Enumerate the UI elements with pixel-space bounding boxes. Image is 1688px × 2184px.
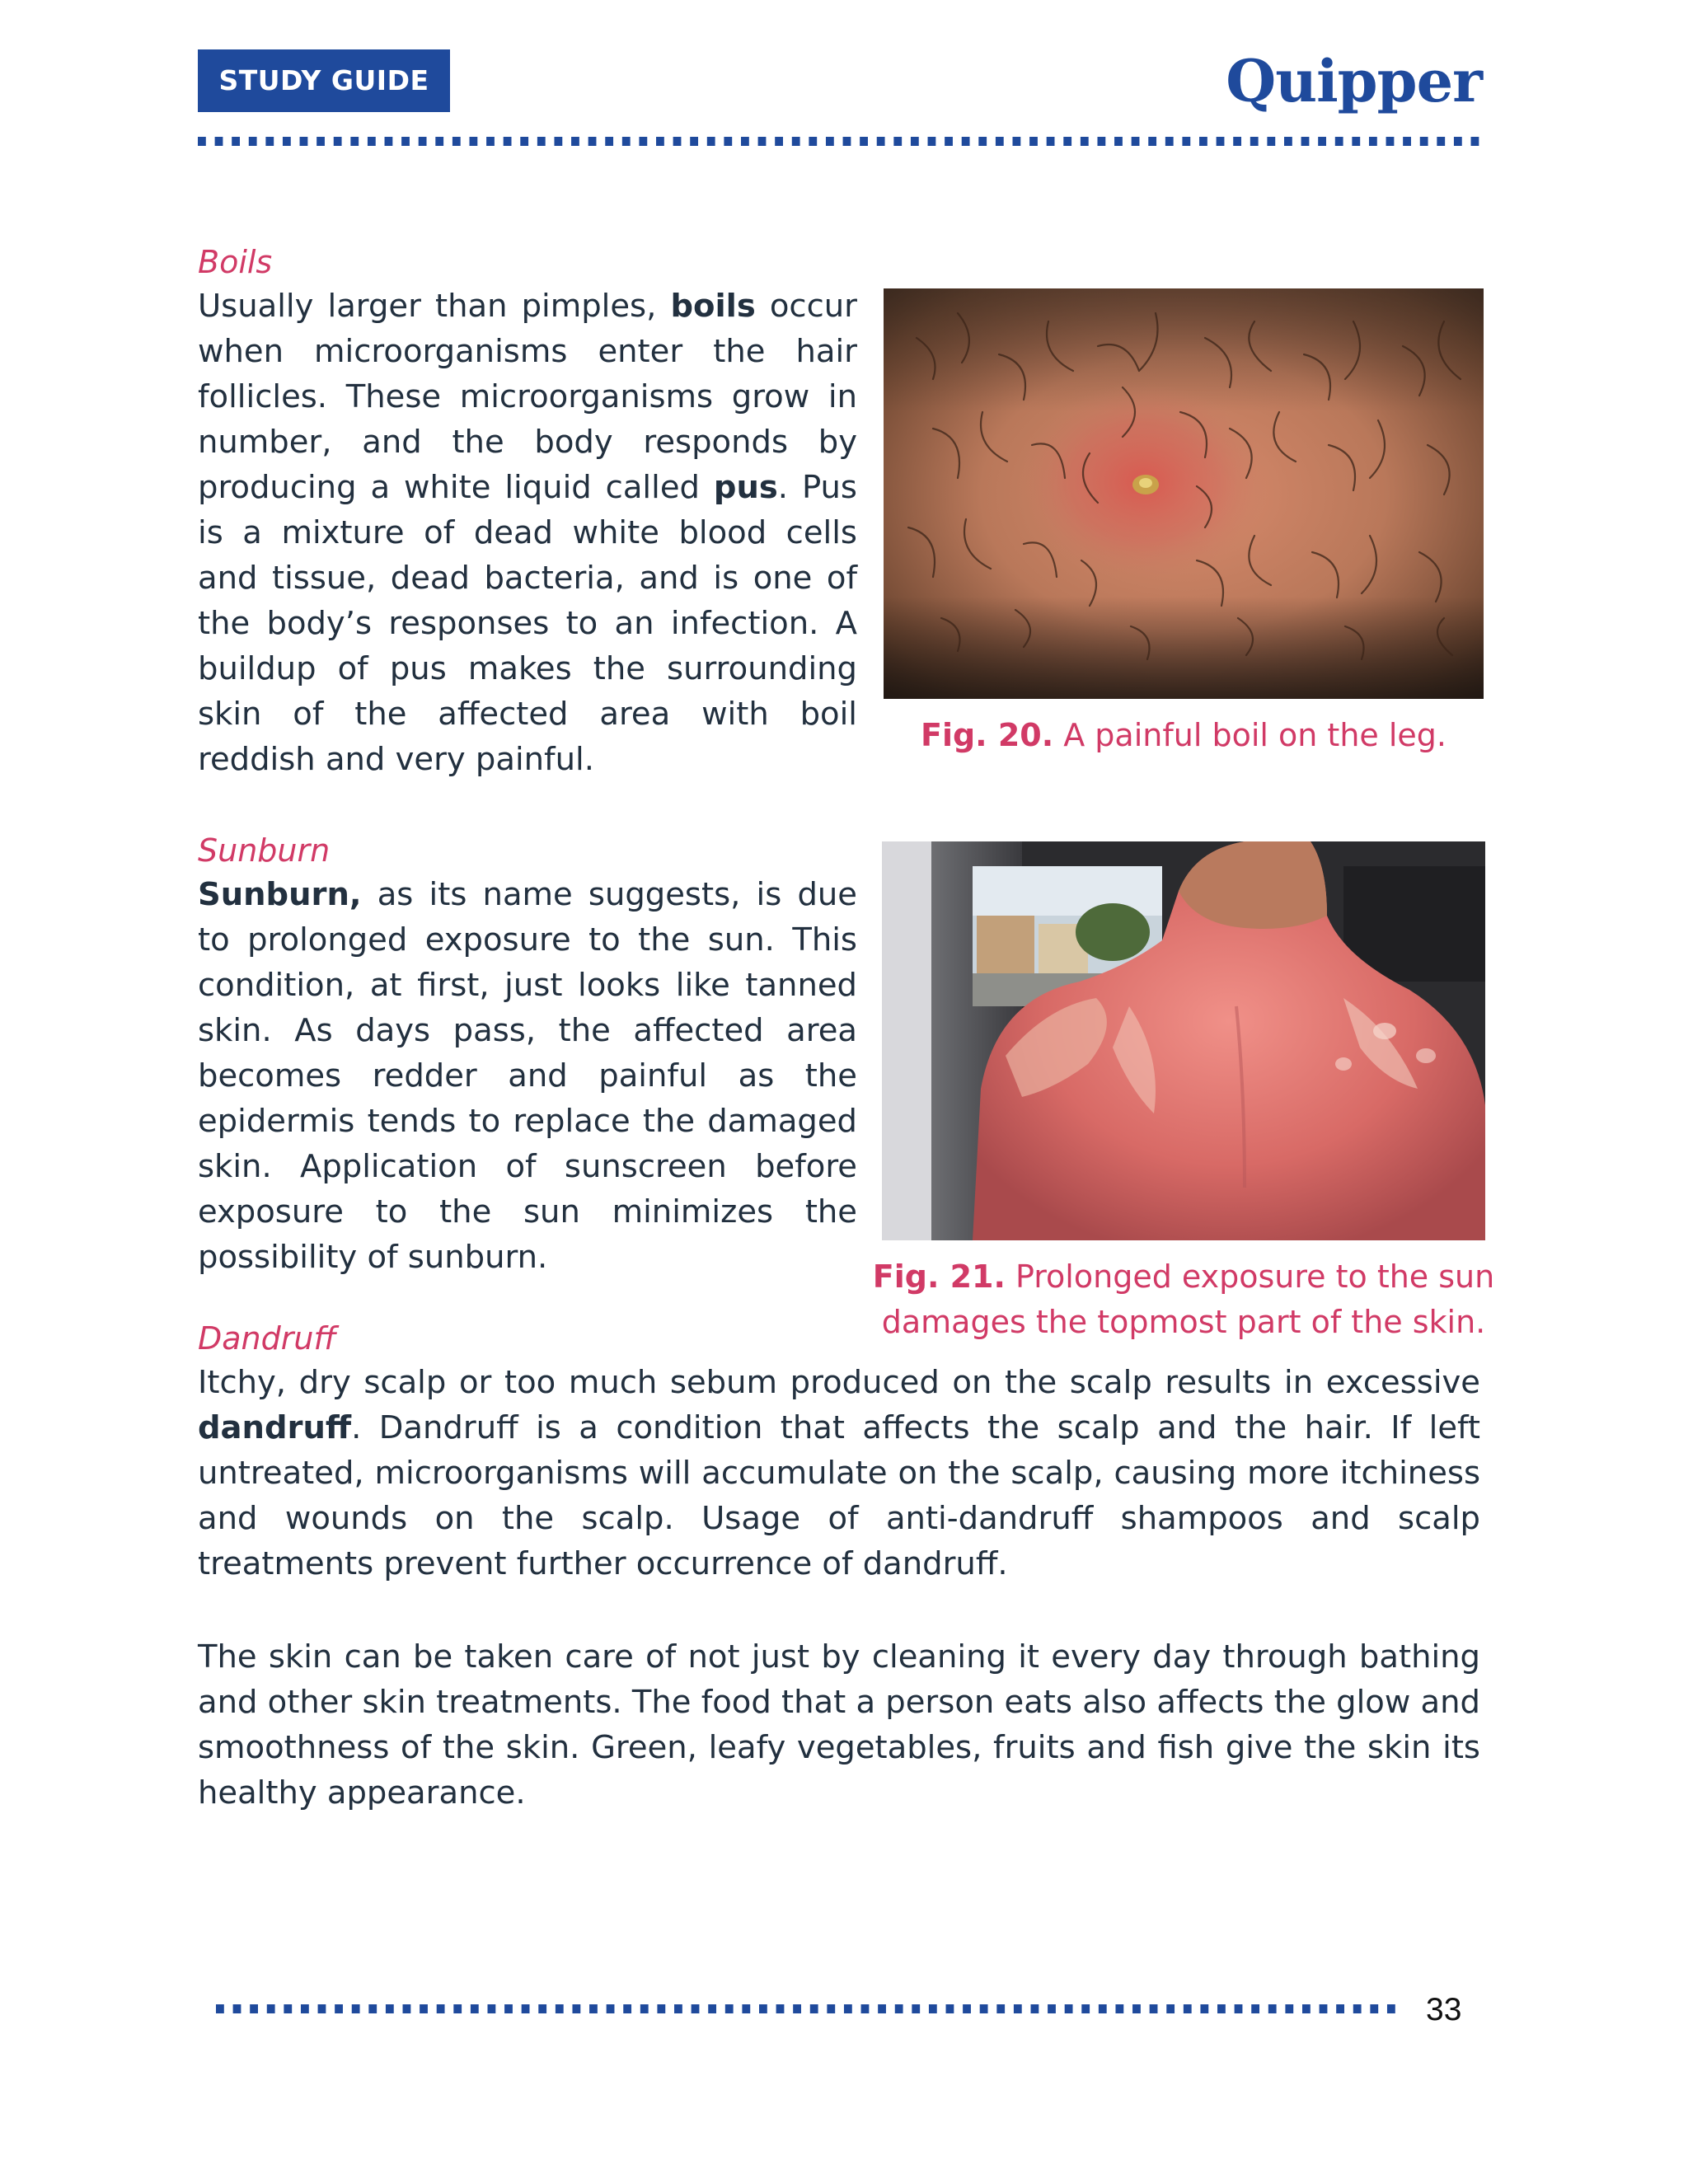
dandruff-section [198,1317,1480,1586]
header-dotted-divider [198,137,1480,146]
page-number: 33 [1426,1992,1462,2027]
dandruff-paragraph: Itchy, dry scalp or too much sebum produced on the scalp results in excessive dandruff. Dandruff is a condition that affects the scalp and the hair. If left untreated, microorganisms will accumulate on the scalp, causing more itchiness and wounds on the scalp. Usage of anti-dandruff shampoos and scalp treatments prevent further occurrence of dandruff. [198,1364,1480,1582]
fig20-caption: Fig. 20. A painful boil on the leg. [920,717,1447,753]
sunburn-paragraph: Sunburn, as its name suggests, is due to prolonged exposure to the sun. This condition, at first, just looks like tanned skin. As days pass, the affected area becomes redder and painful as the epidermis tends to replace the damaged skin. Application of sunscreen before exposure to the sun minimizes the possibility of sunburn. [198,876,857,1276]
quipper-logo: Quipper [1226,47,1482,115]
boils-section [198,241,857,782]
boils-term: boils [670,288,756,325]
sunburn-heading: Sunburn [198,832,331,869]
boil-photo [884,288,1484,699]
footer-dotted-divider [216,2004,1403,2013]
dandruff-term: dandruff [198,1409,352,1446]
fig21-caption: Fig. 21. Prolonged exposure to the sun damages the topmost part of the skin. [872,1258,1495,1340]
boils-paragraph: Usually larger than pimples, boils occur when microorganisms enter the hair follicles. These microorganisms grow in number, and the body responds by producing a white liquid called pus. Pus is a mixture of dead white blood cells and tissue, dead bacteria, and is one of the body’s responses to an infection. A buildup of pus makes the surrounding skin of the affected area with boil reddish and very painful. [198,288,857,778]
dandruff-heading: Dandruff [198,1320,336,1357]
sunburn-section [198,829,857,1280]
skin-care-paragraph: The skin can be taken care of not just by cleaning it every day through bathing and other skin treatments. The food that a person eats also affects the glow and smoothness of the skin. Green, leafy vegetables, fruits and fish give the skin its healthy appearance. [198,1638,1480,1811]
boils-heading: Boils [198,244,273,280]
sunburn-photo [882,841,1485,1240]
skin-care-section [198,1634,1480,1816]
study-guide-badge: STUDY GUIDE [198,49,450,112]
pus-term: pus [713,469,778,506]
sunburn-term: Sunburn, [198,876,362,913]
